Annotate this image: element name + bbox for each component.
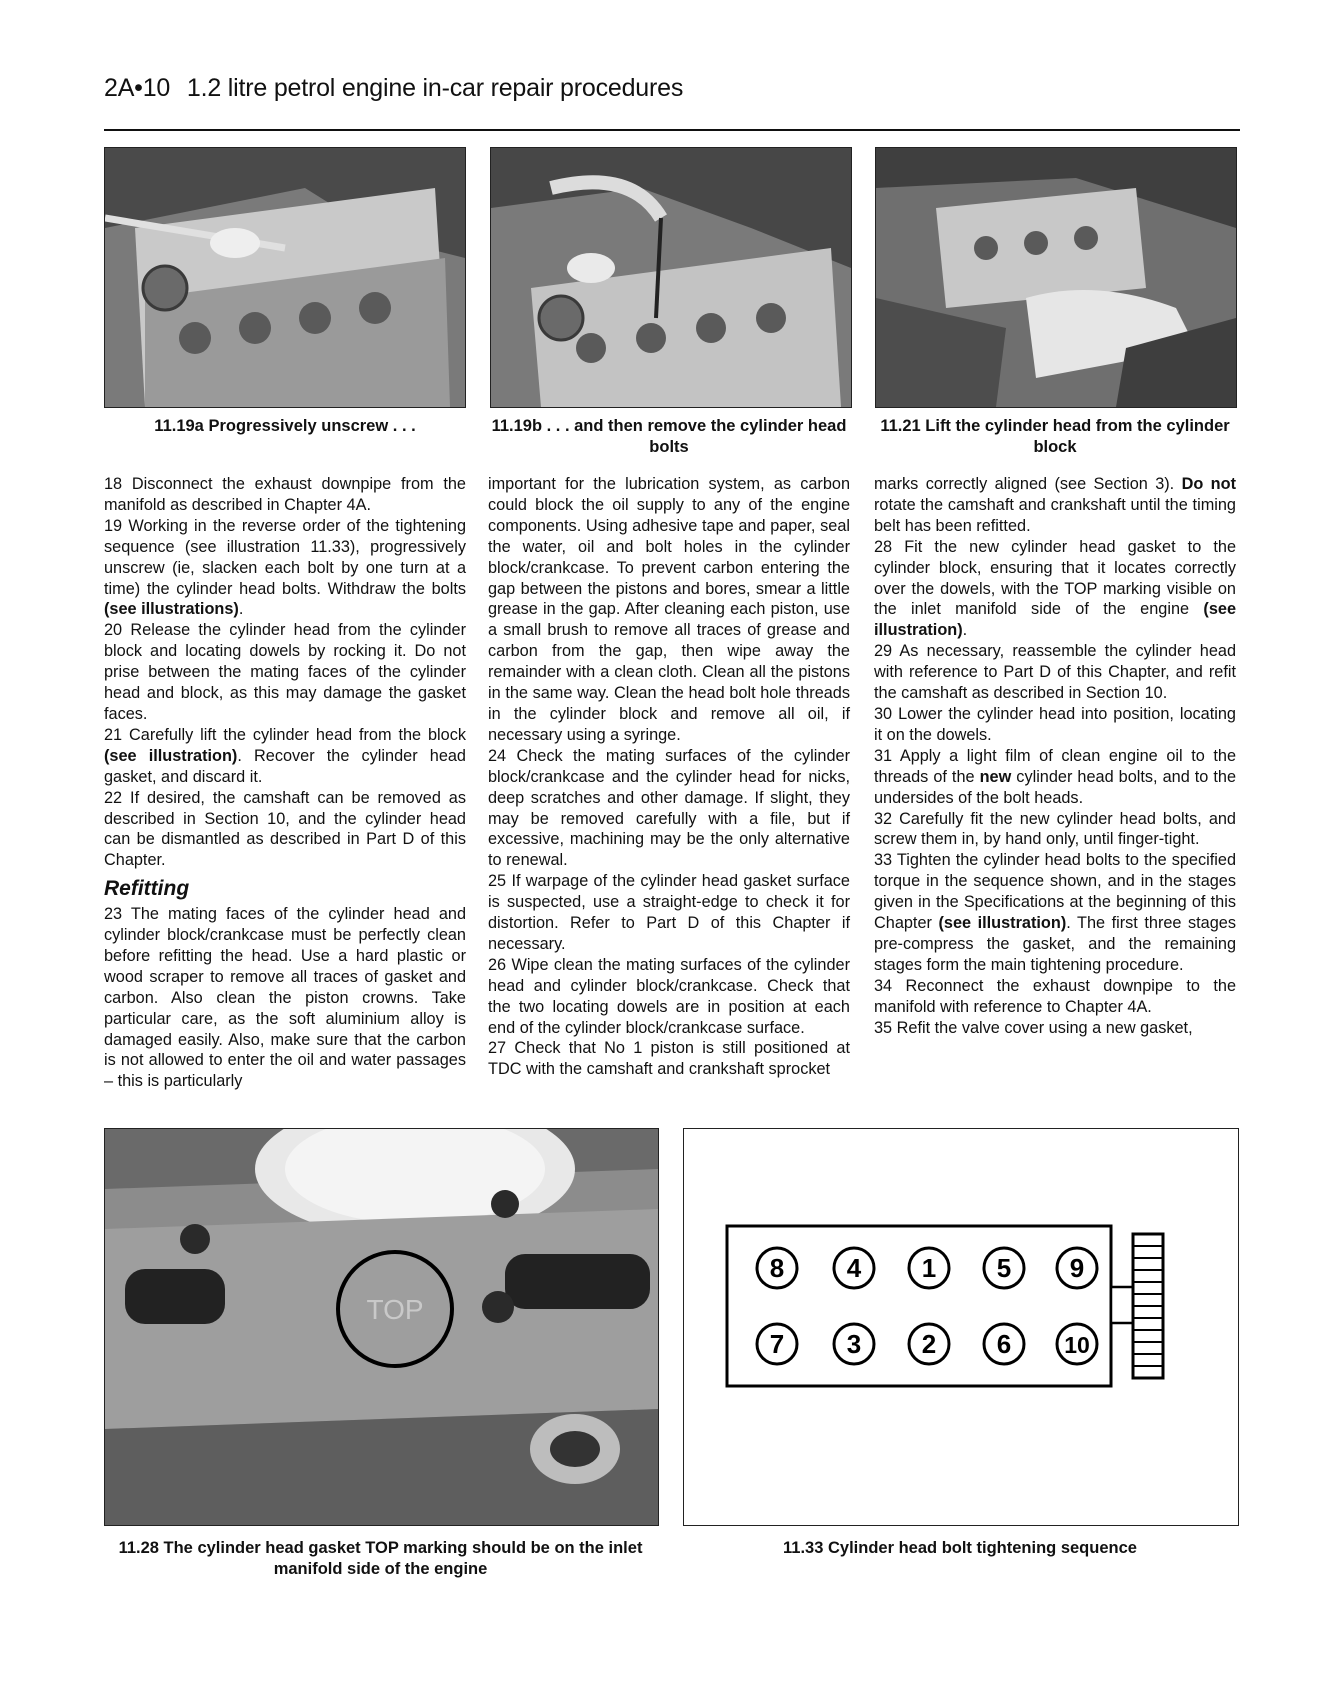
photo-11-28 [104, 1128, 659, 1526]
paragraph-29 [874, 641, 1236, 704]
step-number: 25 [488, 872, 507, 891]
step-number: 20 [104, 621, 123, 640]
paragraph-text: Lower the cylinder head into position, locating it on the dowels. [874, 704, 1236, 744]
paragraph-text: . The first three stages pre-compress the gasket, and the remaining stages form the main tightening procedure. [874, 914, 1236, 974]
bolt-number: 1 [921, 1253, 937, 1283]
step-number: 32 [874, 809, 893, 828]
illustration-ref: (see illustration) [104, 746, 238, 765]
step-number: 18 [104, 475, 123, 493]
emphasis: Do not [1181, 475, 1236, 493]
illustration-ref: (see illustration) [874, 600, 1236, 640]
paragraph-text: Reconnect the exhaust downpipe to the manifold with reference to Chapter 4A. [874, 976, 1237, 1016]
bolt-number: 5 [996, 1253, 1012, 1283]
paragraph-27-continued [874, 474, 1236, 537]
photo-11-19b [490, 147, 852, 408]
paragraph-text: If warpage of the cylinder head gasket surface is suspected, use a straight-edge to check it for distortion. Refer to Part D of this Chapter if necessary. [488, 872, 850, 953]
paragraph-text: Wipe clean the mating surfaces of the cylinder head and cylinder block/crankcase. Check that the two locating dowels are in position at each end of the cylinder block/crankcase surface. [488, 955, 851, 1037]
step-number: 31 [874, 746, 893, 765]
paragraph-text: Apply a light film of clean engine oil to the threads of the [874, 746, 1237, 786]
paragraph-33 [874, 850, 1236, 975]
paragraph-23 [104, 904, 466, 1092]
illustration-ref: (see illustrations) [104, 600, 239, 619]
paragraph-28: 28 Fit the new cylinder head gasket to the cylinder block, ensuring that it locates correctly over the dowels, with the TOP marking visible on the inlet manifold side of the engine (see illustration). [874, 537, 1236, 640]
camshaft-sprocket [1133, 1234, 1163, 1378]
paragraph-text: Carefully fit the new cylinder head bolts, and screw them in, by hand only, until finger-tight. [874, 809, 1236, 849]
photo-11-19a [104, 147, 466, 408]
paragraph-text: As necessary, reassemble the cylinder head with reference to Part D of this Chapter, and refit the camshaft as described in Section 10. [874, 642, 1237, 703]
bolt-number: 9 [1069, 1253, 1085, 1283]
paragraph-text: Release the cylinder head from the cylinder block and locating dowels by rocking it. Do not prise between the mating faces of the cylinder head and block, as this may damage the gasket faces. [104, 621, 466, 723]
paragraph-30 [874, 704, 1236, 746]
step-number: 33 [874, 851, 893, 870]
paragraph-text: Fit the new cylinder head gasket to the cylinder block, ensuring that it locates correctly over the dowels, with the TOP marking visible on the inlet manifold side of the engine [874, 537, 1236, 619]
paragraph-32 [874, 809, 1236, 851]
paragraph-23-continued: important for the lubrication system, as carbon could block the oil supply to any of the engine components. Using adhesive tape and paper, seal the water, oil and bolt holes in the cylinder block/crankcase. To prevent carbon entering the gap between the pistons and bores, smear a little grease in the gap. After cleaning each piston, use a small brush to remove all traces of grease and carbon from the gap, then wipe away the remainder with a clean cloth. Clean all the pistons in the same way. Clean the head bolt hole threads in the cylinder block and remove all oil, if necessary using a syringe. [488, 475, 850, 744]
paragraph-text: Tighten the cylinder head bolts to the specified torque in the sequence shown, and in the stages given in the Specifications at the beginning of this Chapter [874, 851, 1236, 933]
paragraph-22 [104, 788, 466, 872]
header-title: 1.2 litre petrol engine in-car repair procedures [186, 74, 684, 102]
paragraph-21 [104, 725, 466, 788]
camshaft-stub [1111, 1287, 1133, 1323]
paragraph-20 [104, 620, 466, 725]
caption-11-28: 11.28 The cylinder head gasket TOP marking should be on the inlet manifold side of the engine [118, 1539, 643, 1578]
subheading-refitting: Refitting [104, 877, 190, 901]
paragraph-25 [488, 871, 850, 955]
paragraph-text: cylinder head bolts, and to the undersides of the bolt heads. [874, 767, 1236, 807]
bolt-number: 3 [846, 1329, 862, 1359]
bolt-number: 10 [1064, 1332, 1090, 1358]
paragraph-text: Check that No 1 piston is still positioned at TDC with the camshaft and crankshaft sprocket [488, 1039, 850, 1079]
step-number: 21 [104, 725, 123, 744]
paragraph-text: marks correctly aligned (see Section 3). [874, 475, 1175, 493]
page-header [104, 74, 683, 103]
caption-11-33: 11.33 Cylinder head bolt tightening sequence [783, 1539, 1137, 1557]
bolt-number: 8 [769, 1253, 785, 1283]
paragraph-31 [874, 746, 1236, 809]
illustration-ref: (see illustration) [938, 914, 1067, 933]
bolt-number: 6 [996, 1329, 1012, 1359]
paragraph-27 [488, 1038, 850, 1080]
step-number: 34 [874, 976, 893, 995]
caption-11-19a: 11.19a Progressively unscrew . . . [154, 417, 416, 435]
step-number: 29 [874, 642, 893, 661]
caption-11-19b: 11.19b . . . and then remove the cylinder head bolts [491, 417, 847, 456]
paragraph-text: . Recover the cylinder head gasket, and discard it. [104, 746, 466, 786]
bolt-number: 4 [846, 1253, 862, 1283]
diagram-11-33 [683, 1128, 1239, 1526]
paragraph-text: If desired, the camshaft can be removed as described in Section 10, and the cylinder head can be dismantled as described in Part D of this Chapter. [104, 788, 466, 870]
step-number: 26 [488, 955, 507, 974]
caption-11-21: 11.21 Lift the cylinder head from the cylinder block [880, 417, 1230, 456]
paragraph-35 [874, 1018, 1236, 1039]
paragraph-text: Check the mating surfaces of the cylinder block/crankcase and the cylinder head for nicks, deep scratches and other damage. If slight, they may be removed carefully with a file, but if excessive, machining may be the only alternative to renewal. [488, 746, 850, 870]
header-rule [104, 129, 1240, 131]
paragraph-text: rotate the camshaft and crankshaft until the timing belt has been refitted. [874, 495, 1236, 535]
bolt-number: 2 [921, 1329, 937, 1359]
paragraph-text: Carefully lift the cylinder head from the block [129, 725, 466, 744]
paragraph-text: Refit the valve cover using a new gasket, [896, 1018, 1193, 1037]
paragraph-24 [488, 746, 850, 871]
step-number: 28 [874, 537, 893, 556]
section-code: 2A•10 [104, 74, 171, 102]
bolt-number: 7 [769, 1329, 785, 1359]
step-number: 22 [104, 788, 123, 807]
step-number: 30 [874, 704, 893, 723]
step-number: 19 [104, 516, 123, 535]
step-number: 24 [488, 746, 507, 765]
paragraph-34 [874, 976, 1236, 1018]
step-number: 27 [488, 1039, 507, 1058]
text-column-2 [488, 474, 850, 1080]
photo-11-21 [875, 147, 1237, 408]
text-column-1 [104, 474, 466, 1092]
gasket-top-stamp: TOP [366, 1294, 424, 1325]
paragraph-text: Working in the reverse order of the tightening sequence (see illustration 11.33), progressively unscrew (ie, slacken each bolt by one turn at a time) the cylinder head bolts. Withdraw the bolts [104, 516, 466, 598]
text-column-3 [874, 474, 1236, 1038]
emphasis: new [979, 767, 1012, 786]
paragraph-text: Disconnect the exhaust downpipe from the manifold as described in Chapter 4A. [104, 475, 466, 514]
step-number: 35 [874, 1018, 893, 1037]
paragraph-26 [488, 955, 850, 1039]
paragraph-18 [104, 474, 466, 516]
paragraph-19: 19 Working in the reverse order of the tightening sequence (see illustration 11.33), progressively unscrew (ie, slacken each bolt by one turn at a time) the cylinder head bolts. Withdraw the bolts (see illustrations). [104, 516, 466, 619]
paragraph-text: The mating faces of the cylinder head and cylinder block/crankcase must be perfectly clean before refitting the head. Use a hard plastic or wood scraper to remove all traces of gasket and carbon. Also clean the piston crowns. Take particular care, as the soft aluminium alloy is damaged easily. Also, make sure that the carbon is not allowed to enter the oil and water passages – this is particularly [104, 905, 467, 1091]
step-number: 23 [104, 905, 123, 924]
